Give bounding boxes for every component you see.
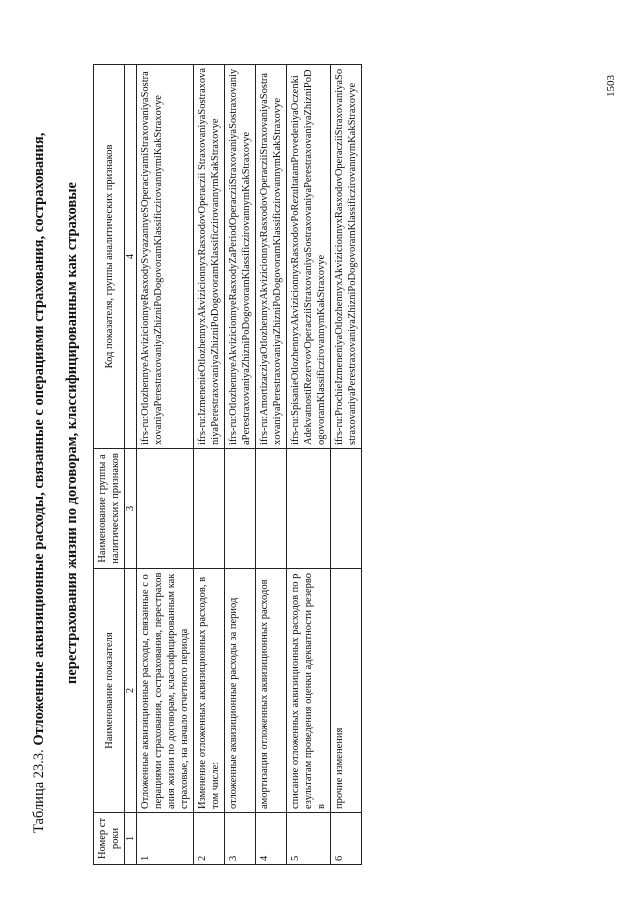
- group-name: [194, 449, 225, 569]
- header-indicator-name: Наименование показателя: [94, 569, 125, 813]
- table-row: [194, 65, 225, 865]
- group-name: [287, 449, 331, 569]
- indicator-name: списание отложенных аквизиционных расходов по результатам проведения оценки адекватности резервов: [287, 569, 331, 813]
- indicator-table: [93, 64, 362, 865]
- indicator-code: ifrs-ru:ProchieIzmeneniyaOtlozhennyxAkvizicionnyxRasxodovOperacziiStraxovaniyaSostraxovaniyaPerestraxovaniyaZhizniPoDogovoramKlassificzirovannymKakStraxovye: [331, 65, 362, 449]
- indicator-code: ifrs-ru:IzmenenieOtlozhennyxAkvizicionnyxRasxodovOperaczii StraxovaniyaSostraxovaniyaPerestraxovaniyaZhizniPoDogovoramKlassificzirovannymKakStraxovye: [194, 65, 225, 449]
- row-number: 6: [331, 813, 362, 865]
- table-row: [137, 65, 194, 865]
- indicator-name: отложенные аквизиционные расходы за период: [225, 569, 256, 813]
- indicator-name: Отложенные аквизиционные расходы, связанные с операциями страхования, сострахования, перестрахования жизни по договорам, классифицированным как страховые, на начало отчетного периода: [137, 569, 194, 813]
- column-number: 3: [125, 449, 137, 569]
- table-row: [287, 65, 331, 865]
- header-indicator-code: Код показателя, группы аналитических признаков: [94, 65, 125, 449]
- group-name: [256, 449, 287, 569]
- row-number: 1: [137, 813, 194, 865]
- table-row: [256, 65, 287, 865]
- table-row: [225, 65, 256, 865]
- table-title-line-1: Отложенные аквизиционные расходы, связанные с операциями страхования, сострахования,: [31, 132, 47, 746]
- column-number: 4: [125, 65, 137, 449]
- row-number: 2: [194, 813, 225, 865]
- indicator-code: ifrs-ru:OtlozhennyeAkvizicionnyeRasxodySvyazannyeSOperaciyamiStraxovaniyaSostraxovaniyaPerestraxovaniyaZhizniPoDogovoramKlassificzirovannymiKakStraxovye: [137, 65, 194, 449]
- group-name: [331, 449, 362, 569]
- table-title-line-2: перестрахования жизни по договорам, классифицированным как страховые: [64, 182, 80, 684]
- table-row: [331, 65, 362, 865]
- table-caption: [30, 33, 82, 833]
- indicator-name: амортизация отложенных аквизиционных расходов: [256, 569, 287, 813]
- column-number: 2: [125, 569, 137, 813]
- table-label: Таблица 23.3.: [31, 749, 47, 833]
- header-row-number: Номер строки: [94, 813, 125, 865]
- group-name: [225, 449, 256, 569]
- indicator-code: ifrs-ru:SpisanieOtlozhennyxAkvizicionnyxRasxodovPoRezultatamProvedeniyaOczenkiAdekvatnostiRezervovOperacziiStraxovaniyaSostraxovaniyaPerestraxovaniyaZhizniPoDogovoramKlassificzirovannymKakStraxovye: [287, 65, 331, 449]
- indicator-name: прочие изменения: [331, 569, 362, 813]
- indicator-code: ifrs-ru:AmortizacziyaOtlozhennyxAkvizicionnyxRasxodovOperacziiStraxovaniyaSostraxovaniyaPerestraxovaniyaZhizniPoDogovoramKlassificzirovannymKakStraxovye: [256, 65, 287, 449]
- row-number: 5: [287, 813, 331, 865]
- column-number-row: [125, 65, 137, 865]
- header-group-name: Наименование группы аналитических признаков: [94, 449, 125, 569]
- indicator-name: Изменение отложенных аквизиционных расходов, в том числе:: [194, 569, 225, 813]
- group-name: [137, 449, 194, 569]
- indicator-code: ifrs-ru:OtlozhennyeAkvizicionnyeRasxodyZaPeriodOperacziiStraxovaniyaSostraxovaniyaPerestraxovaniyaZhizniPoDogovoramKlassificzirovannymKakStraxovye: [225, 65, 256, 449]
- row-number: 4: [256, 813, 287, 865]
- column-number: 1: [125, 813, 137, 865]
- row-number: 3: [225, 813, 256, 865]
- page-number: 1503: [605, 75, 617, 97]
- header-row: [94, 65, 125, 865]
